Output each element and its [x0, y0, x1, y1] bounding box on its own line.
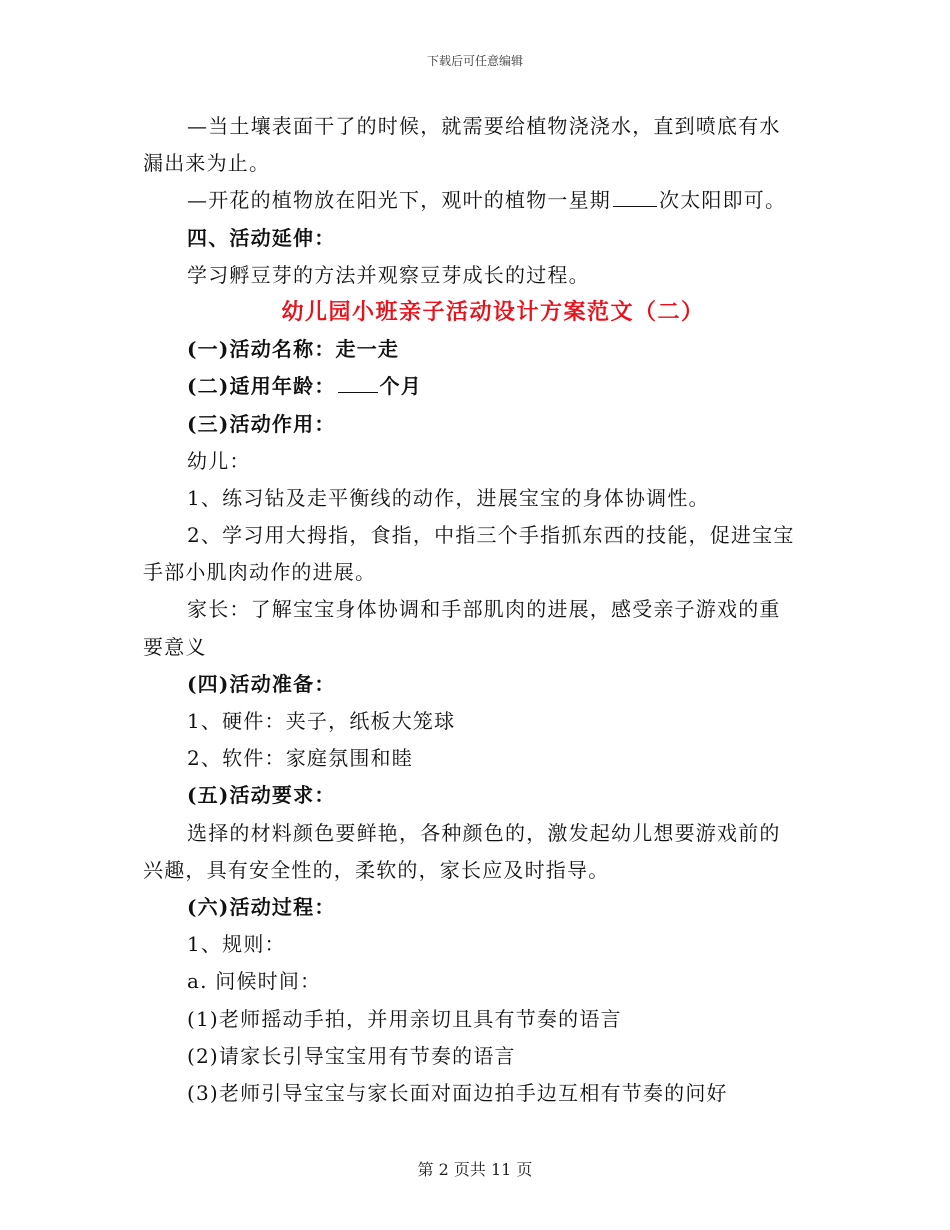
paragraph-sunlight	[143, 182, 813, 219]
purpose-heading: (三)活动作用：	[187, 411, 336, 436]
page-header: 下载后可任意编辑	[426, 54, 523, 68]
child-item-2-line-1: 2、学习用大拇指，食指，中指三个手指抓东西的技能，促进宝宝	[187, 523, 795, 548]
greeting-label: a. 问候时间：	[187, 969, 322, 994]
parent-line-2: 要意义	[143, 634, 207, 659]
extension-text: 学习孵豆芽的方法并观察豆芽成长的过程。	[187, 262, 590, 287]
sunlight-text-after: 次太阳即可。	[659, 188, 787, 213]
document-body	[143, 108, 813, 1112]
extension-heading: 四、活动延伸：	[187, 225, 336, 250]
prep-item-2: 2、软件：家庭氛围和睦	[187, 746, 413, 771]
age-unit: 个月	[379, 374, 422, 399]
paragraph-watering-1: —当土壤表面干了的时候，就需要给植物浇浇水，直到喷底有水	[187, 114, 781, 138]
activity-name: (一)活动名称：走一走	[187, 337, 400, 362]
child-label: 幼儿：	[187, 448, 251, 473]
sunlight-text-before: —开花的植物放在阳光下，观叶的植物一星期	[187, 188, 611, 213]
step-1: (1)老师摇动手拍，并用亲切且具有节奏的语言	[187, 1006, 622, 1031]
requirements-heading: (五)活动要求：	[187, 783, 336, 808]
parent-line-1: 家长：了解宝宝身体协调和手部肌肉的进展，感受亲子游戏的重	[187, 597, 781, 622]
requirements-line-1: 选择的材料颜色要鲜艳，各种颜色的，激发起幼儿想要游戏前的	[187, 820, 781, 845]
fill-in-blank	[613, 184, 657, 207]
document-title: 幼儿园小班亲子活动设计方案范文（二）	[281, 298, 705, 325]
step-2: (2)请家长引导宝宝用有节奏的语言	[187, 1043, 516, 1068]
step-3: (3)老师引导宝宝与家长面对面边拍手边互相有节奏的问好	[187, 1080, 728, 1105]
rule-label: 1、规则：	[187, 932, 286, 957]
requirements-line-2: 兴趣，具有安全性的，柔软的，家长应及时指导。	[143, 857, 610, 882]
prep-item-1: 1、硬件：夹子，纸板大笼球	[187, 709, 456, 733]
page-footer: 第 2 页共 11 页	[417, 1160, 533, 1179]
fill-in-blank	[338, 370, 378, 393]
age-label: (二)适用年龄：	[187, 374, 336, 399]
process-heading: (六)活动过程：	[187, 894, 336, 919]
prep-heading: (四)活动准备：	[187, 671, 336, 696]
child-item-1: 1、练习钻及走平衡线的动作，进展宝宝的身体协调性。	[187, 485, 710, 510]
paragraph-watering-2: 漏出来为止。	[143, 151, 271, 176]
applicable-age	[143, 368, 813, 405]
child-item-2-line-2: 手部小肌肉动作的进展。	[143, 560, 377, 585]
